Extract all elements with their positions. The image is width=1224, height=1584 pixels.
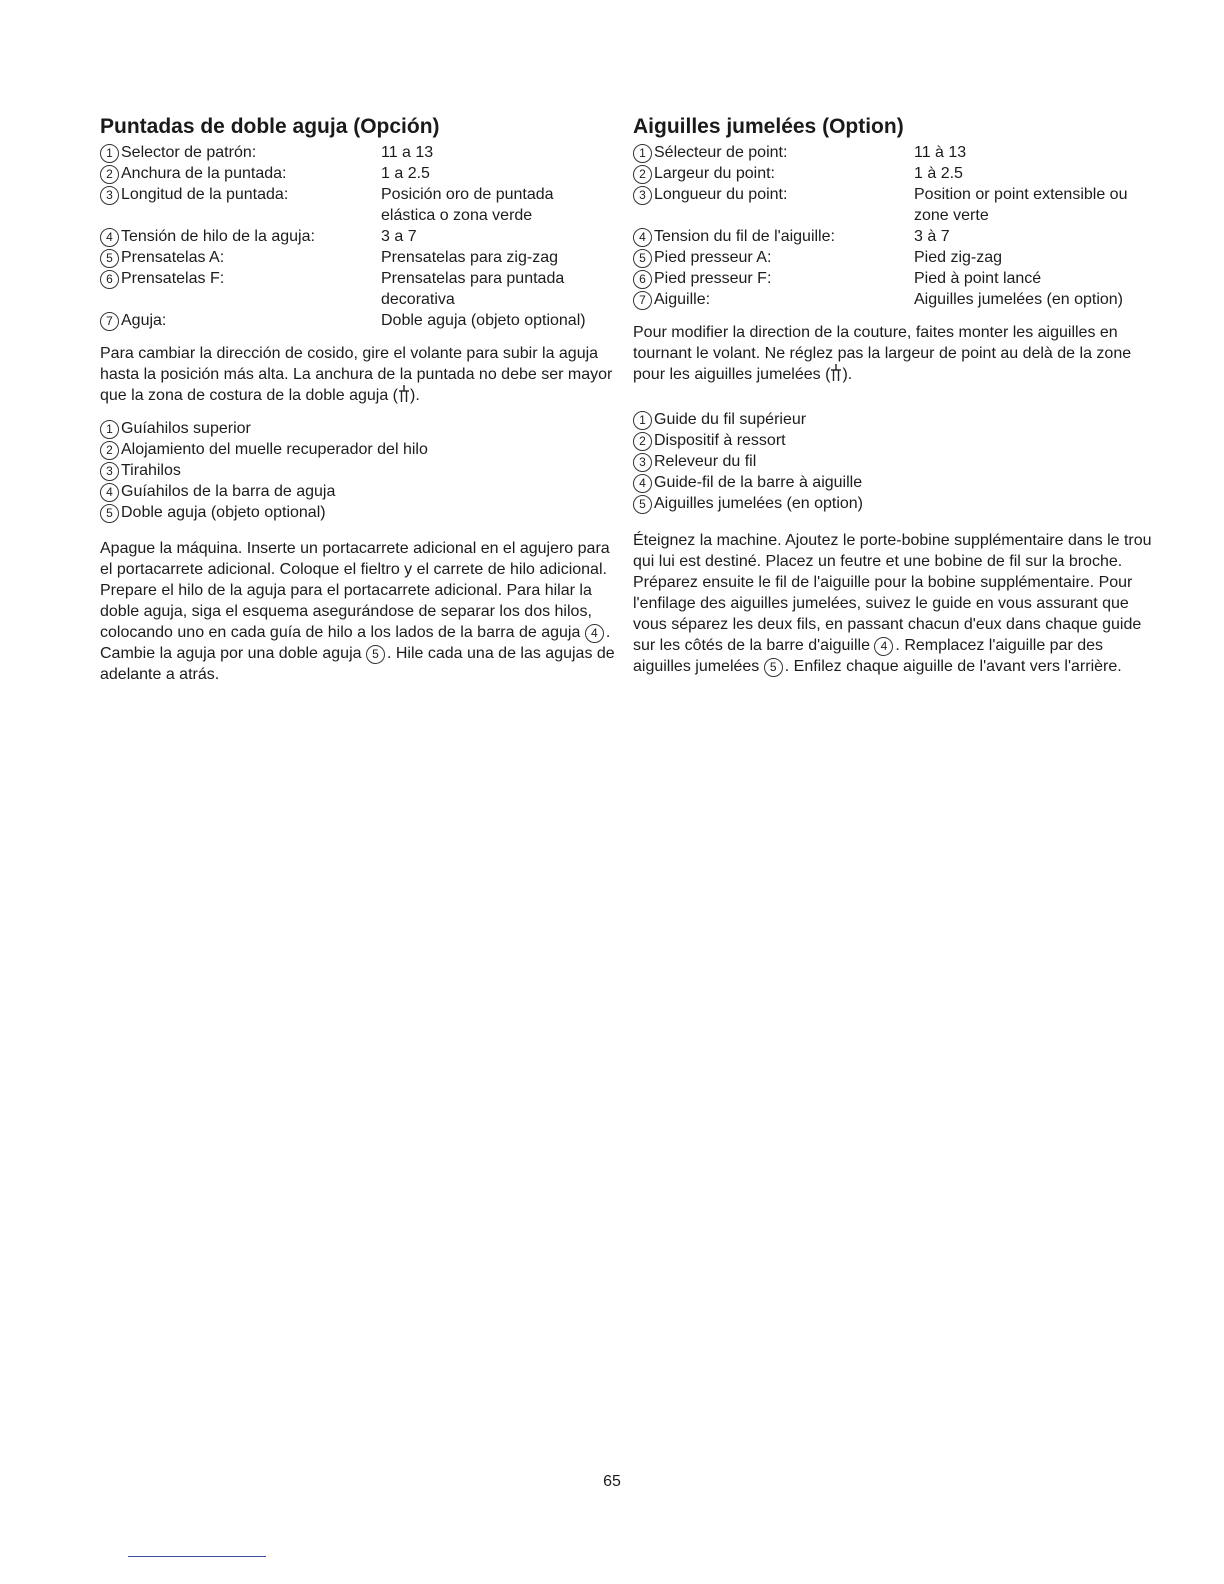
circled-number: 3 [100,186,119,205]
page-number: 65 [603,1473,621,1490]
es-settings-table [100,142,615,331]
es-setting-value: Doble aguja (objeto optional) [381,312,586,329]
circled-number: 2 [100,441,119,460]
list-item: 1 Guide du fil supérieur [633,409,1153,430]
circled-number: 2 [633,165,652,184]
fr-setting-value: 1 à 2.5 [914,165,963,182]
es-threading-paragraph: Apague la máquina. Inserte un portacarrete adicional en el agujero para el portacarrete adicional. Coloque el fieltro y el carrete de hilo adicional. Prepare el hilo de la aguja para el portacarrete adicional. Para hilar la doble aguja, siga el esquema asegurándose de separar los dos hilos, colocando uno en cada guía de hilo a los lados de la barra de aguja 4 . Cambie la aguja por una doble aguja 5 . Hile cada una de las agujas de adelante a atrás. [100,540,615,683]
es-setting-value: Prensatelas para zig-zag [381,249,558,266]
fr-setting-label: 7 Aiguille: [633,289,914,310]
list-item: 4 Guide-fil de la barre à aiguille [633,472,1153,493]
circled-number: 5 [633,249,652,268]
fr-setting-value: Aiguilles jumelées (en option) [914,291,1123,308]
list-item: 2 Alojamiento del muelle recuperador del hilo [100,439,615,460]
fr-setting-label: 2 Largeur du point: [633,163,914,184]
circled-number: 5 [366,645,385,664]
circled-number: 3 [633,453,652,472]
fr-setting-label: 3 Longueur du point: [633,184,914,226]
es-setting-label: 6 Prensatelas F: [100,268,381,310]
es-setting-label: 4 Tensión de hilo de la aguja: [100,226,381,247]
circled-number: 4 [633,228,652,247]
es-parts-list [100,418,615,523]
twin-needle-icon [830,364,842,382]
es-setting-label: 5 Prensatelas A: [100,247,381,268]
circled-number: 1 [633,144,652,163]
circled-number: 2 [100,165,119,184]
circled-number: 3 [633,186,652,205]
circled-number: 4 [633,474,652,493]
es-setting-value: 11 a 13 [381,144,434,161]
fr-setting-value: 11 à 13 [914,144,967,161]
es-direction-paragraph: Para cambiar la dirección de cosido, gire el volante para subir la aguja hasta la posición más alta. La anchura de la puntada no debe ser mayor que la zona de costura de la doble aguja ( ). [100,345,613,404]
es-setting-value: Posición oro de puntada elástica o zona verde [381,186,554,224]
fr-title: Aiguilles jumelées (Option) [633,115,904,138]
circled-number: 4 [100,483,119,502]
es-setting-value: 1 a 2.5 [381,165,430,182]
french-column [633,114,1153,677]
circled-number: 1 [633,411,652,430]
circled-number: 4 [585,624,604,643]
circled-number: 7 [100,312,119,331]
list-item: 2 Dispositif à ressort [633,430,1153,451]
es-setting-value: Prensatelas para puntada decorativa [381,270,565,308]
es-setting-label: 2 Anchura de la puntada: [100,163,381,184]
circled-number: 4 [100,228,119,247]
es-setting-label: 7 Aguja: [100,310,381,331]
list-item: 1 Guíahilos superior [100,418,615,439]
fr-setting-label: 6 Pied presseur F: [633,268,914,289]
fr-settings-table [633,142,1153,310]
es-setting-label: 1 Selector de patrón: [100,142,381,163]
fr-setting-label: 1 Sélecteur de point: [633,142,914,163]
fr-threading-paragraph: Éteignez la machine. Ajoutez le porte-bobine supplémentaire dans le trou qui lui est destiné. Placez un feutre et une bobine de fil sur la broche. Préparez ensuite le fil de l'aiguille pour la bobine supplémentaire. Pour l'enfilage des aiguilles jumelées, suivez le guide en vous assurant que vous séparez les deux fils, en passant chacun d'eux dans chaque guide sur les côtés de la barre d'aiguille 4 . Remplacez l'aiguille par des aiguilles jumelées 5 . Enfilez chaque aiguille de l'avant vers l'arrière. [633,532,1152,675]
fr-setting-value: Position or point extensible ou zone verte [914,186,1128,224]
circled-number: 1 [100,420,119,439]
circled-number: 6 [633,270,652,289]
fr-parts-list [633,409,1153,514]
circled-number: 3 [100,462,119,481]
fr-setting-value: Pied zig-zag [914,249,1003,266]
fr-setting-label: 4 Tension du fil de l'aiguille: [633,226,914,247]
circled-number: 5 [764,658,783,677]
es-setting-value: 3 a 7 [381,228,417,245]
list-item: 3 Releveur du fil [633,451,1153,472]
circled-number: 7 [633,291,652,310]
footer-divider [128,1556,266,1557]
es-title: Puntadas de doble aguja (Opción) [100,115,440,138]
circled-number: 2 [633,432,652,451]
circled-number: 1 [100,144,119,163]
fr-setting-value: Pied à point lancé [914,270,1042,287]
circled-number: 5 [100,249,119,268]
fr-setting-label: 5 Pied presseur A: [633,247,914,268]
twin-needle-icon [398,385,410,403]
circled-number: 5 [633,495,652,514]
circled-number: 5 [100,504,119,523]
circled-number: 4 [874,637,893,656]
spanish-column [100,114,615,685]
fr-setting-value: 3 à 7 [914,228,950,245]
es-setting-label: 3 Longitud de la puntada: [100,184,381,226]
list-item: 4 Guíahilos de la barra de aguja [100,481,615,502]
list-item: 3 Tirahilos [100,460,615,481]
list-item: 5 Aiguilles jumelées (en option) [633,493,1153,514]
circled-number: 6 [100,270,119,289]
fr-direction-paragraph: Pour modifier la direction de la couture, faites monter les aiguilles en tournant le volant. Ne réglez pas la largeur de point au delà de la zone pour les aiguilles jumelées ( ). [633,324,1132,383]
list-item: 5 Doble aguja (objeto optional) [100,502,615,523]
